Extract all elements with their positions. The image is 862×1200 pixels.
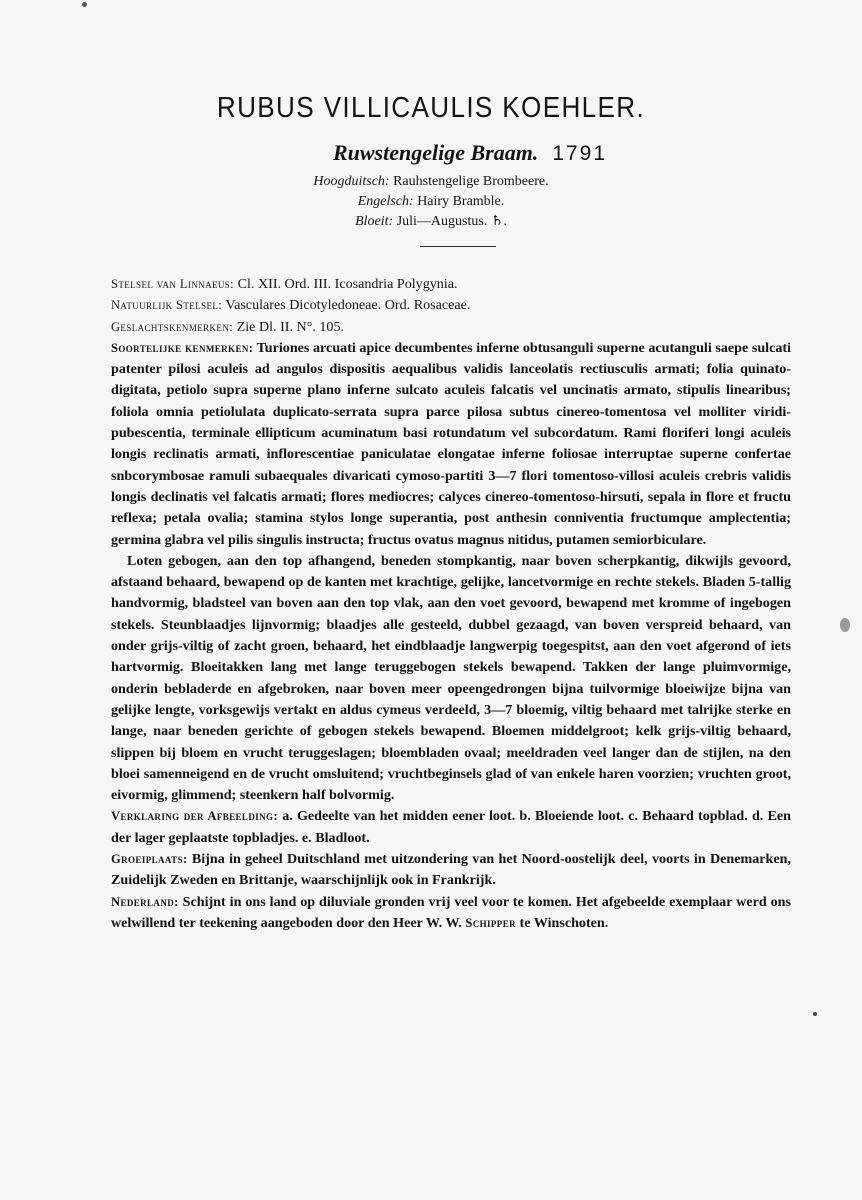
netherlands-paragraph [111,892,791,935]
common-names [0,172,862,232]
bloom-label: Bloeit: [355,214,394,229]
paper-speck [813,1012,817,1016]
natural-line [111,295,791,316]
genus-label: Geslachtskenmerken: [111,319,234,334]
german-line [0,172,862,192]
english-name: Hairy Bramble. [417,194,505,209]
bloom-value: Juli—Augustus. ♄. [396,214,507,229]
species-value: Turiones arcuati apice decumbentes inferne obtusanguli superne acutanguli saepe sulcati patenter pilosi aculeis ad angulos dispositis aequalibus validis lanceolatis rectiusculis armati; folia quinato-digitata, petiolo supra superne plano inferne sulcato aculeis falcatis vel uncinatis armato, stipulis linearibus; foliola omnia petiolulata duplicato-serrata supra parce pilosa subtus cinereo-tomentosa vel molliter viridi-pubescentia, terminale ellipticum acuminatum basi rotundatum vel subcordatum. Rami floriferi longi aculeis longis reclinatis armati, inflorescentiae paniculatae elongatae inferne foliosae interruptae superne confertae snbcorymbosae ramuli subaequales divaricati cymoso-partiti 3—7 flori tomentoso-villosi aculeis crebris validis longis declinatis vel falcatis armati; flores mediocres; calyces cinereo-tomentoso-hirsuti, sepala in flore et fructu reflexa; petala ovalia; stamina stylos longe superantia, post anthesin conniventia fructumque amplectentia; germina glabra vel pilis singulis instructa; fructus ovatus magnus nitidus, putamen semiorbiculare. [111,339,791,548]
english-line [0,192,862,212]
habitat-label: Groeiplaats: [111,852,188,867]
english-label: Engelsch: [357,194,414,209]
linnaeus-value: Cl. XII. Ord. III. Icosandria Polygynia. [237,276,458,292]
natural-value: Vasculares Dicotyledoneae. Ord. Rosaceae. [225,297,471,314]
habitat-paragraph [111,849,791,892]
species-paragraph [111,338,791,551]
collector-name: Schipper [465,915,516,930]
genus-value: Zie Dl. II. N°. 105. [236,318,345,335]
figure-label: Verklaring der Afbeelding: [111,809,279,824]
linnaeus-label: Stelsel van Linnaeus: [111,277,235,291]
bloom-line [0,212,862,232]
species-title: RUBUS VILLICAULIS KOEHLER. [216,92,646,124]
linnaeus-line [111,274,791,295]
netherlands-value: Schijnt in ons land op diluviale gronden vrij veel voor te komen. Het afgebeelde exemplaar werd ons welwillend ter teekening aangeboden door den Heer W. W. [111,893,791,931]
paper-spot [840,618,850,632]
dutch-name-line [0,140,862,166]
netherlands-label: Nederland: [111,894,179,909]
species-label: Soortelijke kenmerken: [111,340,254,355]
figure-paragraph [111,806,791,849]
genus-line [111,317,791,338]
german-label: Hoogduitsch: [313,174,390,189]
paper-speck [82,2,87,7]
year: 1791 [552,142,608,165]
dutch-description: Loten gebogen, aan den top afhangend, beneden stompkantig, naar boven scherpkantig, dikwijls gevoord, afstaand behaard, bewapend op de kanten met krachtige, gelijke, lancetvormige en rechte stekels. Bladen 5-tallig handvormig, bladsteel van boven aan den top vlak, aan den voet gevoord, bewapend met kromme of ingebogen stekels. Steunblaadjes lijnvormig; blaadjes alle gesteeld, dubbel gezaagd, van boven verspreid behaard, van onder grijs-viltig of zacht groen, behaard, het eindblaadje langwerpig toegespitst, aan den voet afgerond of iets hartvormig. Bloeitakken lang met lange teruggebogen stekels bewapend. Takken der lange pluimvormige, onderin bebladerde en afgebroken, naar boven meer opeengedrongen bijna tuilvormige bloeiwijze bijna van gelijke lengte, vorksgewijs vertakt en aldus cymeus verdeeld, 3—7 bloemig, viltig behaard met talrijke sterke en lange, naar beneden gerichte of gebogen stekels bewapend. Bloemen middelgroot; kelk grijs-viltig behaard, slippen bij bloem en vrucht teruggeslagen; bloembladen ovaal; meeldraden veel langer dan de stijlen, na den bloei samenneigend en de vrucht omsluitend; vruchtbeginsels glad of van enkele haren voorzien; vruchten groot, eivormig, glimmend; steenkern half bolvormig. [111,552,791,804]
natural-label: Natuurlijk Stelsel: [111,298,223,313]
habitat-value: Bijna in geheel Duitschland met uitzondering van het Noord-oostelijk deel, voorts in Denemarken, Zuidelijk Zweden en Brittanje, waarschijnlijk ook in Frankrijk. [111,851,791,889]
netherlands-end: te Winschoten. [519,914,609,931]
german-name: Rauhstengelige Brombeere. [393,174,549,189]
figure-value: a. Gedeelte van het midden eener loot. b. Bloeiende loot. c. Behaard topblad. d. Een der lager geplaatste topbladjes. e. Bladloot. [111,808,792,846]
description-body [111,274,791,934]
divider [420,246,496,247]
dutch-name: Ruwstengelige Braam. [332,140,539,165]
